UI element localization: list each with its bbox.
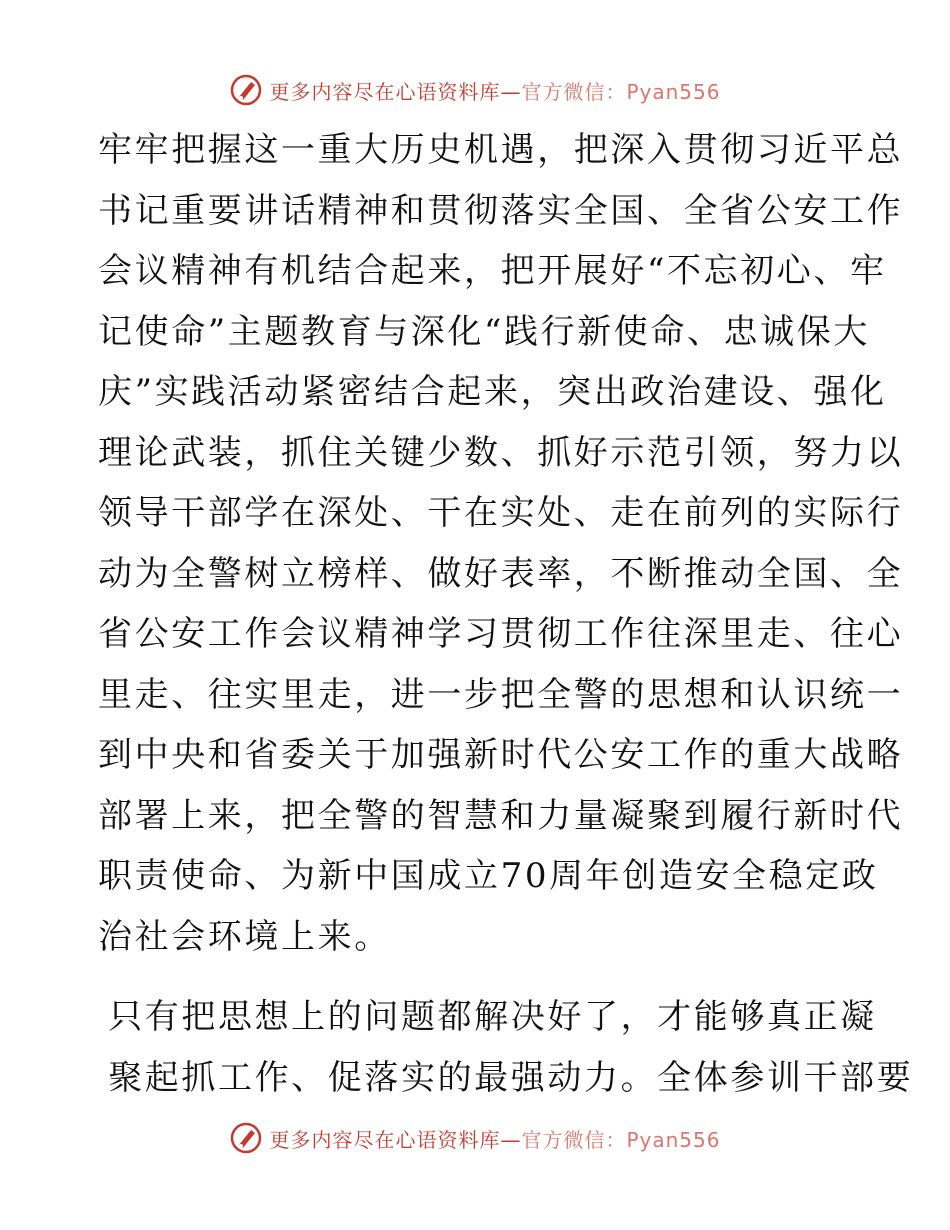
banner-main-text: 更多内容尽在心语资料库— bbox=[269, 79, 522, 104]
text-line: 职责使命、为新中国成立70周年创造安全稳定政 bbox=[98, 856, 879, 896]
document-body bbox=[98, 120, 914, 1108]
pen-nib-logo-icon bbox=[229, 1121, 263, 1155]
text-line: 到中央和省委关于加强新时代公安工作的重大战略 bbox=[98, 735, 904, 775]
footer-watermark-banner bbox=[0, 1118, 950, 1158]
text-line: 牢牢把握这一重大历史机遇，把深入贯彻习近平总 bbox=[98, 130, 904, 170]
text-line: 部署上来，把全警的智慧和力量凝聚到履行新时代 bbox=[98, 795, 904, 836]
text-line: 理论武装，抓住关键少数、抓好示范引领，努力以 bbox=[98, 432, 904, 473]
banner-contact-text: 官方微信：Pyan556 bbox=[521, 79, 721, 104]
paragraph-1 bbox=[98, 120, 904, 967]
text-line: 里走、往实里走，进一步把全警的思想和认识统一 bbox=[98, 674, 904, 715]
text-line: 省公安工作会议精神学习贯彻工作往深里走、往心 bbox=[98, 614, 904, 654]
banner-text bbox=[269, 1124, 720, 1153]
banner-text bbox=[269, 76, 720, 105]
pen-nib-logo-icon bbox=[229, 73, 263, 107]
paragraph-2 bbox=[98, 987, 914, 1108]
banner-main-text: 更多内容尽在心语资料库— bbox=[269, 1127, 522, 1152]
banner-contact-text: 官方微信：Pyan556 bbox=[521, 1127, 721, 1152]
text-line: 治社会环境上来。 bbox=[98, 916, 391, 957]
text-line: 只有把思想上的问题都解决好了，才能够真正凝 bbox=[108, 997, 877, 1037]
header-watermark-banner bbox=[0, 70, 950, 110]
text-line: 会议精神有机结合起来，把开展好“不忘初心、牢 bbox=[98, 251, 887, 291]
text-line: 记使命”主题教育与深化“践行新使命、忠诚保大 bbox=[98, 311, 870, 352]
text-line: 动为全警树立榜样、做好表率，不断推动全国、全 bbox=[98, 553, 904, 594]
text-line: 书记重要讲话精神和贯彻落实全国、全省公安工作 bbox=[98, 190, 904, 231]
text-line: 庆”实践活动紧密结合起来，突出政治建设、强化 bbox=[98, 372, 887, 412]
text-line: 领导干部学在深处、干在实处、走在前列的实际行 bbox=[98, 493, 904, 533]
text-line: 聚起抓工作、促落实的最强动力。全体参训干部要 bbox=[108, 1057, 914, 1098]
